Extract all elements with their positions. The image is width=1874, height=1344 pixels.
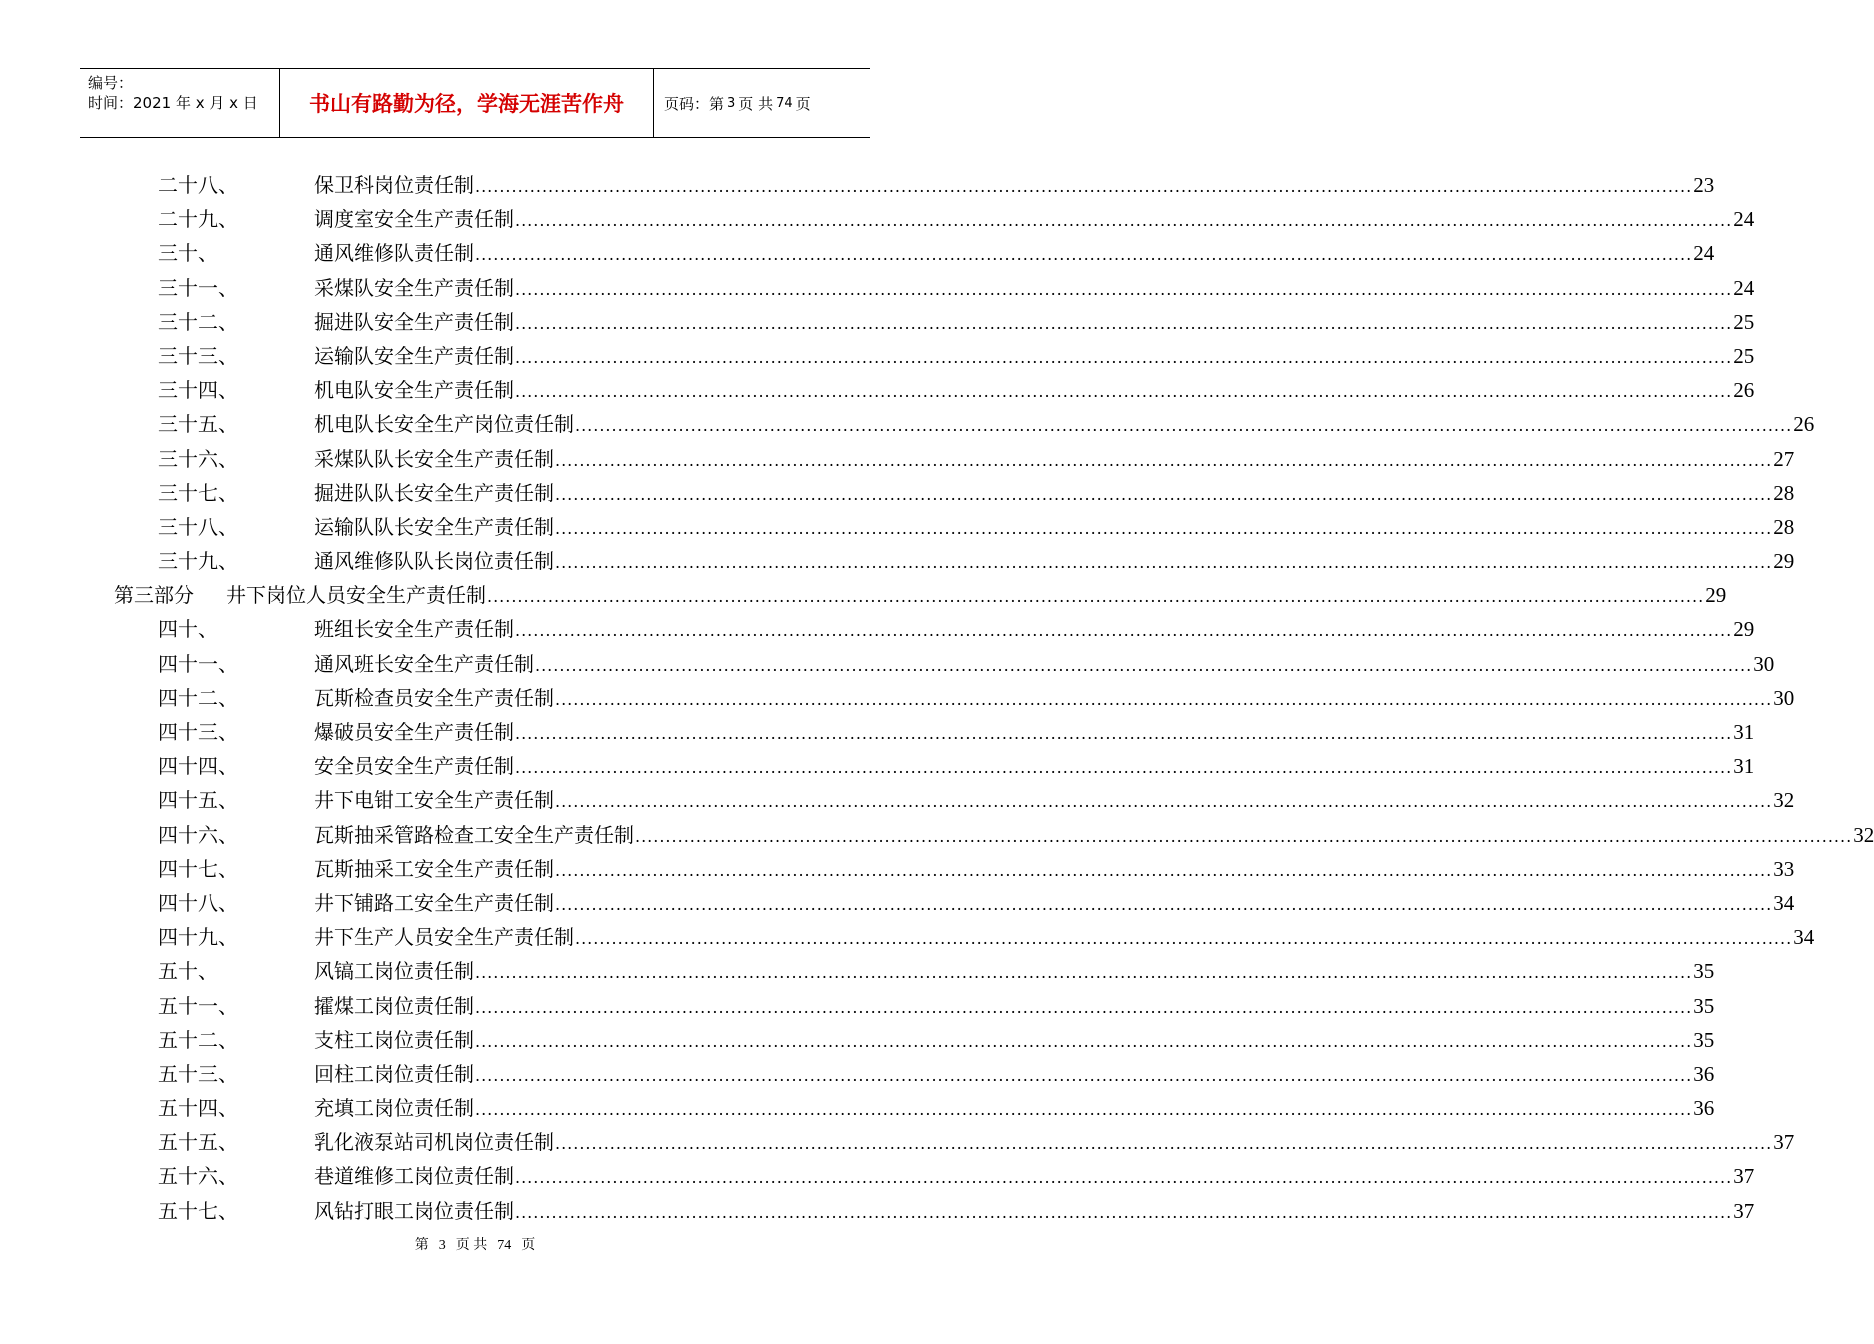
page-footer	[0, 1234, 950, 1254]
toc-entry-title: 瓦斯抽采工安全生产责任制	[314, 856, 554, 881]
toc-entry-line	[314, 783, 1795, 819]
toc-entry[interactable]	[0, 749, 1755, 783]
toc-entry-page: 25	[1733, 309, 1755, 334]
toc-entry[interactable]	[0, 1023, 1715, 1057]
toc-leader-dots: ........................................................................................................................................................................................................	[575, 416, 1793, 436]
toc-entry-page: 26	[1733, 378, 1755, 403]
toc-entry-line	[314, 647, 1775, 683]
header-meta	[80, 69, 280, 137]
toc-entry-line	[314, 1159, 1755, 1195]
toc-entry-page: 34	[1773, 890, 1795, 915]
toc-entry-page: 31	[1733, 720, 1755, 744]
toc-entry-page: 35	[1693, 959, 1715, 984]
toc-entry-number: 五十三、	[158, 1061, 238, 1086]
toc-entry-number: 二十八、	[158, 173, 238, 197]
toc-entry-number: 二十九、	[158, 207, 238, 232]
toc-entry[interactable]	[0, 168, 1715, 202]
toc-entry[interactable]	[0, 1057, 1715, 1091]
toc-leader-dots: ........................................................................................................................................................................................................	[575, 929, 1793, 949]
toc-entry-page: 27	[1773, 446, 1795, 471]
toc-entry-number: 三十三、	[158, 343, 238, 368]
header-page-current: 3	[727, 95, 736, 111]
toc-entry-number: 三十二、	[158, 309, 238, 334]
toc-entry-title: 爆破员安全生产责任制	[314, 720, 514, 744]
toc-entry-number: 三十四、	[158, 378, 238, 403]
toc-entry-title: 机电队安全生产责任制	[314, 378, 514, 403]
toc-entry[interactable]	[0, 236, 1715, 270]
toc-entry-line	[314, 1125, 1795, 1161]
toc-leader-dots: ........................................................................................................................................................................................................	[475, 1100, 1693, 1120]
toc-entry-line	[314, 989, 1715, 1025]
toc-leader-dots: ........................................................................................................................................................................................................	[555, 1134, 1773, 1154]
toc-entry[interactable]	[0, 1125, 1795, 1159]
toc-entry[interactable]	[0, 442, 1795, 476]
footer-mid: 页 共	[455, 1238, 488, 1253]
toc-entry-page: 29	[1773, 549, 1795, 574]
toc-entry[interactable]	[0, 647, 1775, 681]
toc-entry-line	[314, 271, 1755, 307]
toc-entry-number: 五十一、	[158, 993, 238, 1018]
toc-entry-title: 井下电钳工安全生产责任制	[314, 788, 554, 813]
footer-total: 74	[497, 1238, 512, 1253]
document-number-label: 编号：	[88, 74, 134, 92]
toc-entry-title: 掘进队队长安全生产责任制	[314, 480, 554, 505]
document-date: 时间：2021 年 x 月 x 日	[88, 94, 258, 112]
header-page-total: 74	[776, 95, 793, 111]
toc-entry-number: 三十五、	[158, 412, 238, 437]
toc-leader-dots: ........................................................................................................................................................................................................	[475, 1031, 1693, 1051]
toc-entry-number: 三十、	[158, 241, 218, 266]
toc-entry-page: 29	[1705, 583, 1727, 608]
toc-leader-dots: ........................................................................................................................................................................................................	[515, 347, 1733, 367]
toc-entry-number: 三十八、	[158, 514, 238, 539]
toc-entry-number: 四十七、	[158, 856, 238, 881]
toc-entry-line	[314, 1023, 1715, 1059]
toc-entry-page: 28	[1773, 480, 1795, 505]
toc-entry-title: 运输队队长安全生产责任制	[314, 514, 554, 539]
toc-entry-line	[314, 202, 1755, 238]
toc-entry-page: 31	[1733, 754, 1755, 779]
header-page-mid: 页 共	[738, 94, 774, 113]
toc-entry-line	[314, 1057, 1715, 1093]
toc-entry-page: 26	[1793, 412, 1815, 437]
toc-entry-number: 五十六、	[158, 1164, 238, 1189]
toc-entry-title: 攉煤工岗位责任制	[314, 993, 474, 1018]
toc-leader-dots: ........................................................................................................................................................................................................	[555, 553, 1773, 573]
toc-leader-dots: ........................................................................................................................................................................................................	[475, 245, 1693, 265]
header-page-prefix: 页码：第	[664, 94, 725, 113]
toc-entry-page: 37	[1773, 1130, 1795, 1155]
header-page-info	[654, 69, 870, 137]
toc-entry-line	[314, 886, 1795, 922]
toc-entry-number: 四十一、	[158, 651, 238, 676]
toc-entry-title: 通风维修队队长岗位责任制	[314, 549, 554, 574]
toc-entry[interactable]	[0, 681, 1795, 715]
toc-entry-title: 风镐工岗位责任制	[314, 959, 474, 984]
page-header	[80, 68, 870, 138]
footer-suffix: 页	[521, 1238, 536, 1253]
toc-leader-dots: ........................................................................................................................................................................................................	[555, 450, 1773, 470]
toc-entry-number: 五十、	[158, 959, 218, 984]
toc-entry-title: 井下生产人员安全生产责任制	[314, 925, 574, 950]
toc-entry-page: 36	[1693, 1061, 1715, 1086]
toc-entry-line	[314, 236, 1715, 272]
toc-entry-line	[314, 510, 1795, 546]
toc-entry-page: 24	[1733, 275, 1755, 300]
toc-entry[interactable]	[0, 1159, 1755, 1193]
toc-entry[interactable]	[0, 886, 1795, 920]
toc-entry-title: 回柱工岗位责任制	[314, 1061, 474, 1086]
toc-entry[interactable]	[0, 783, 1795, 817]
toc-entry[interactable]	[0, 544, 1795, 578]
toc-entry-title: 井下铺路工安全生产责任制	[314, 890, 554, 915]
footer-prefix: 第	[414, 1238, 429, 1253]
toc-entry[interactable]	[0, 305, 1755, 339]
toc-entry-number: 三十六、	[158, 446, 238, 471]
toc-leader-dots: ........................................................................................................................................................................................................	[635, 826, 1853, 846]
toc-entry[interactable]	[0, 612, 1755, 646]
toc-entry[interactable]	[0, 202, 1755, 236]
toc-entry[interactable]	[0, 510, 1795, 544]
toc-entry-line	[314, 954, 1715, 990]
toc-entry-line	[314, 920, 1815, 956]
toc-entry-title: 运输队安全生产责任制	[314, 343, 514, 368]
toc-entry-title: 巷道维修工岗位责任制	[314, 1164, 514, 1189]
toc-entry-number: 四十二、	[158, 685, 238, 710]
toc-entry-page: 29	[1733, 617, 1755, 642]
toc-leader-dots: ........................................................................................................................................................................................................	[555, 792, 1773, 812]
toc-entry-title: 通风维修队责任制	[314, 241, 474, 266]
toc-entry-title: 瓦斯检查员安全生产责任制	[314, 685, 554, 710]
toc-entry-page: 30	[1753, 651, 1775, 676]
toc-entry[interactable]	[0, 852, 1795, 886]
toc-entry[interactable]	[0, 373, 1755, 407]
toc-entry-line	[314, 168, 1715, 204]
toc-leader-dots: ........................................................................................................................................................................................................	[515, 724, 1733, 743]
toc-entry[interactable]	[0, 339, 1755, 373]
toc-leader-dots: ........................................................................................................................................................................................................	[555, 894, 1773, 914]
toc-entry-title: 安全员安全生产责任制	[314, 754, 514, 779]
toc-entry[interactable]	[0, 1091, 1715, 1125]
header-page-suffix: 页	[795, 94, 811, 113]
toc-entry-number: 五十四、	[158, 1096, 238, 1121]
toc-entry-number: 五十二、	[158, 1027, 238, 1052]
toc-entry-page: 30	[1773, 685, 1795, 710]
toc-entry-line	[314, 339, 1755, 375]
toc-entry-title: 采煤队队长安全生产责任制	[314, 446, 554, 471]
toc-leader-dots: ........................................................................................................................................................................................................	[555, 518, 1773, 538]
toc-entry-number: 四十五、	[158, 788, 238, 813]
toc-entry-line	[314, 305, 1755, 341]
toc-entry-number: 五十七、	[158, 1198, 238, 1223]
toc-leader-dots: ........................................................................................................................................................................................................	[475, 1065, 1693, 1085]
toc-entry-number: 三十七、	[158, 480, 238, 505]
toc-entry-number: 五十五、	[158, 1130, 238, 1155]
toc-entry-line	[314, 476, 1795, 512]
toc-entry-line	[314, 715, 1755, 751]
toc-entry-page: 24	[1693, 241, 1715, 266]
toc-entry-title: 机电队长安全生产岗位责任制	[314, 412, 574, 437]
toc-leader-dots: ........................................................................................................................................................................................................	[555, 860, 1773, 880]
toc-entry[interactable]	[0, 920, 1815, 954]
toc-entry-line	[314, 818, 1874, 854]
toc-entry-title: 采煤队安全生产责任制	[314, 275, 514, 300]
toc-entry-title: 瓦斯抽采管路检查工安全生产责任制	[314, 822, 634, 847]
toc-entry-page: 35	[1693, 1027, 1715, 1052]
toc-entry-number: 三十九、	[158, 549, 238, 574]
toc-entry-line	[226, 578, 1727, 614]
toc-entry-page: 32	[1773, 788, 1795, 813]
toc-entry-line	[314, 612, 1755, 648]
toc-entry-page: 32	[1853, 822, 1874, 847]
toc-entry-line	[314, 681, 1795, 717]
toc-entry[interactable]	[0, 271, 1755, 305]
toc-leader-dots: ........................................................................................................................................................................................................	[487, 587, 1705, 607]
toc-entry-title: 掘进队安全生产责任制	[314, 309, 514, 334]
toc-leader-dots: ........................................................................................................................................................................................................	[475, 963, 1693, 983]
toc-leader-dots: ........................................................................................................................................................................................................	[515, 621, 1733, 641]
toc-leader-dots: ........................................................................................................................................................................................................	[515, 382, 1733, 402]
toc-entry-number: 四十九、	[158, 925, 238, 950]
toc-entry-title: 井下岗位人员安全生产责任制	[226, 583, 486, 608]
toc-part-heading[interactable]	[0, 578, 1727, 612]
toc-entry-line	[314, 749, 1755, 785]
toc-entry-line	[314, 1091, 1715, 1127]
toc-entry-page: 23	[1693, 173, 1715, 197]
toc-entry-page: 36	[1693, 1096, 1715, 1121]
toc-entry-page: 34	[1793, 925, 1815, 950]
toc-entry-title: 保卫科岗位责任制	[314, 173, 474, 197]
toc-entry-number: 四十四、	[158, 754, 238, 779]
toc-leader-dots: ........................................................................................................................................................................................................	[475, 997, 1693, 1017]
toc-entry-number: 四十、	[158, 617, 218, 642]
toc-entry-number: 四十八、	[158, 890, 238, 915]
toc-entry-page: 24	[1733, 207, 1755, 232]
toc-entry-number: 四十六、	[158, 822, 238, 847]
toc-entry-number: 四十三、	[158, 720, 238, 744]
toc-entry-page: 35	[1693, 993, 1715, 1018]
toc-entry-title: 支柱工岗位责任制	[314, 1027, 474, 1052]
toc-entry-title: 通风班长安全生产责任制	[314, 651, 534, 676]
toc-leader-dots: ........................................................................................................................................................................................................	[555, 689, 1773, 709]
toc-leader-dots: ........................................................................................................................................................................................................	[515, 313, 1733, 333]
toc-entry-line	[314, 852, 1795, 888]
toc-leader-dots: ........................................................................................................................................................................................................	[515, 211, 1733, 231]
toc-entry-line	[314, 407, 1815, 443]
toc-leader-dots: ........................................................................................................................................................................................................	[535, 655, 1753, 675]
toc-leader-dots: ........................................................................................................................................................................................................	[555, 484, 1773, 504]
toc-entry[interactable]	[0, 407, 1815, 441]
toc-entry-line	[314, 373, 1755, 409]
toc-leader-dots: ........................................................................................................................................................................................................	[515, 279, 1733, 299]
toc-entry[interactable]	[0, 476, 1795, 510]
toc-entry-page: 25	[1733, 343, 1755, 368]
toc-entry-line	[314, 544, 1795, 580]
toc-leader-dots: ........................................................................................................................................................................................................	[475, 177, 1693, 196]
toc-entry-page: 37	[1733, 1198, 1755, 1223]
toc-leader-dots: ........................................................................................................................................................................................................	[515, 758, 1733, 778]
toc-entry-line	[314, 442, 1795, 478]
toc-entry[interactable]	[0, 989, 1715, 1023]
toc-entry-number: 第三部分	[114, 583, 194, 608]
toc-leader-dots: ........................................................................................................................................................................................................	[515, 1168, 1733, 1188]
toc-entry[interactable]	[0, 715, 1755, 749]
toc-entry-title: 乳化液泵站司机岗位责任制	[314, 1130, 554, 1155]
toc-entry-page: 28	[1773, 514, 1795, 539]
toc-entry-title: 充填工岗位责任制	[314, 1096, 474, 1121]
table-of-contents	[0, 168, 1874, 1228]
toc-entry-page: 33	[1773, 856, 1795, 881]
toc-leader-dots: ........................................................................................................................................................................................................	[515, 1202, 1733, 1222]
footer-current: 3	[438, 1238, 446, 1253]
toc-entry-title: 调度室安全生产责任制	[314, 207, 514, 232]
toc-entry-line	[314, 1194, 1755, 1230]
toc-entry[interactable]	[0, 954, 1715, 988]
toc-entry-title: 班组长安全生产责任制	[314, 617, 514, 642]
toc-entry-page: 37	[1733, 1164, 1755, 1189]
toc-entry[interactable]	[0, 1194, 1755, 1228]
header-motto: 书山有路勤为径，学海无涯苦作舟	[280, 69, 654, 137]
toc-entry-number: 三十一、	[158, 275, 238, 300]
toc-entry[interactable]	[0, 818, 1874, 852]
toc-entry-title: 风钻打眼工岗位责任制	[314, 1198, 514, 1223]
